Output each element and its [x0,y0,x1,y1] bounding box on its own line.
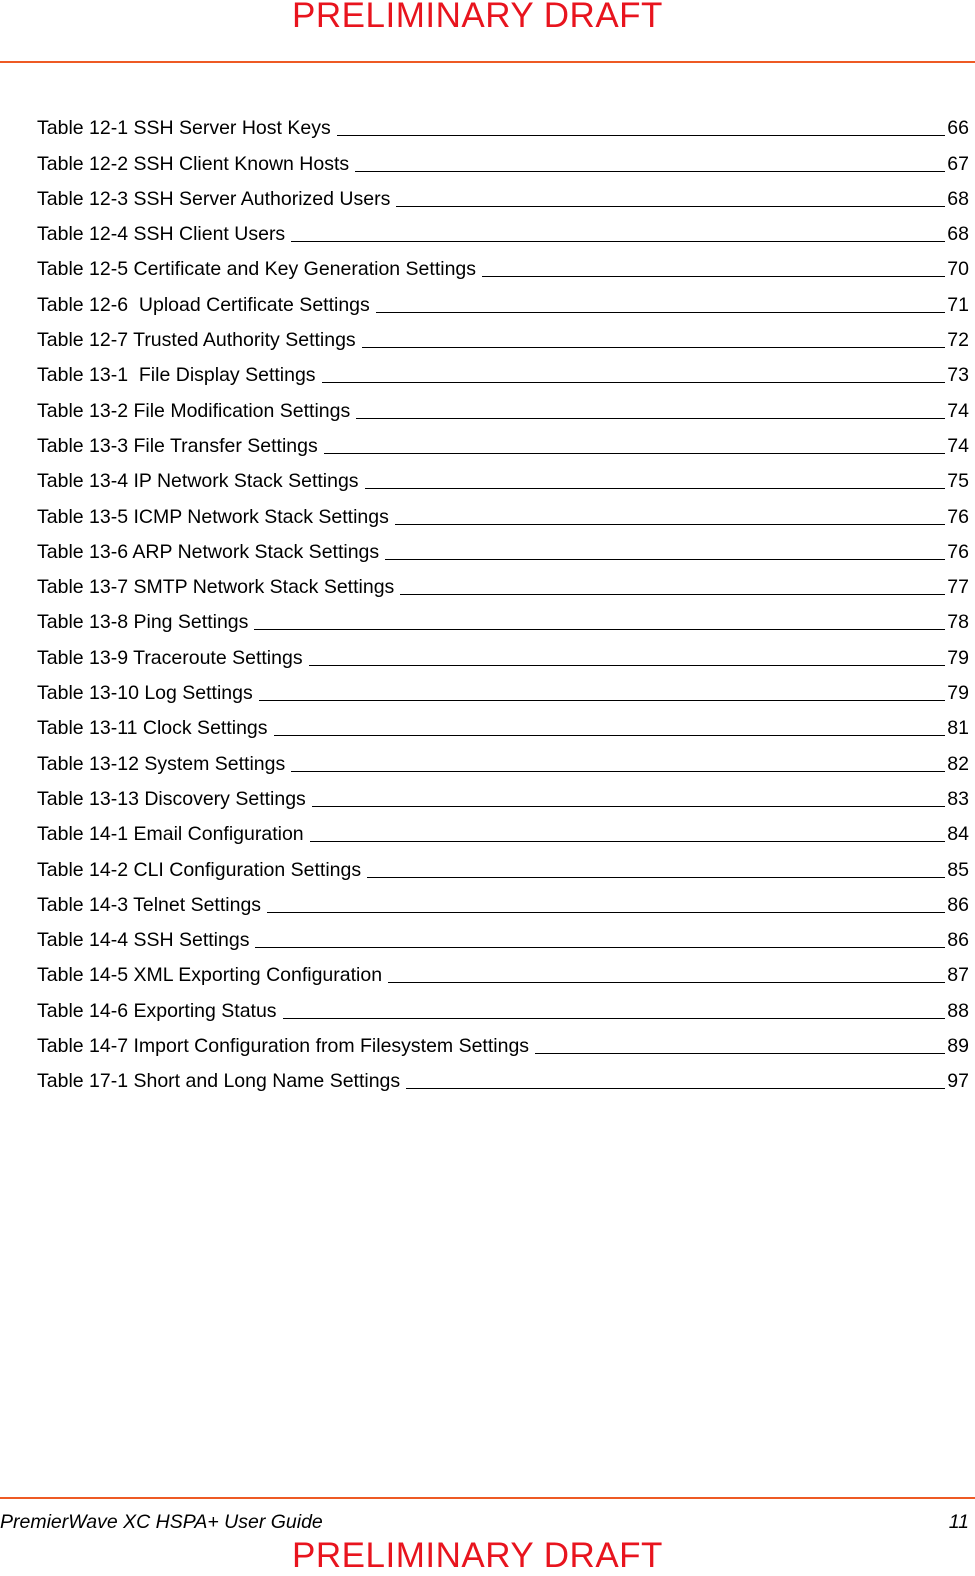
toc-entry[interactable] [37,669,969,704]
toc-entry-title: Table 13-13 Discovery Settings [37,787,306,810]
toc-leader-line [255,947,945,948]
toc-entry-title: Table 14-7 Import Configuration from Filesystem Settings [37,1035,530,1058]
toc-entry-title: Table 12-7 Trusted Authority Settings [37,329,356,352]
toc-leader-line [291,241,945,242]
toc-entry-page: 89 [947,1035,969,1058]
toc-entry[interactable] [37,986,969,1021]
toc-entry[interactable] [37,175,969,210]
toc-leader-line [322,382,946,383]
toc-leader-line [309,665,946,666]
toc-entry-page: 66 [947,117,969,140]
toc-entry-page: 74 [947,399,969,422]
toc-leader-line [337,135,946,136]
toc-entry-title: Table 14-3 Telnet Settings [37,893,262,916]
toc-entry-title: Table 17-1 Short and Long Name Settings [37,1070,401,1093]
toc-leader-line [400,594,945,595]
toc-entry[interactable] [37,528,969,563]
toc-entry-title: Table 14-2 CLI Configuration Settings [37,858,362,881]
toc-entry[interactable] [37,916,969,951]
toc-entry-page: 67 [947,152,969,175]
toc-entry-title: Table 12-4 SSH Client Users [37,223,286,246]
toc-entry[interactable] [37,739,969,774]
toc-entry-page: 76 [947,505,969,528]
toc-entry-title: Table 13-9 Traceroute Settings [37,646,303,669]
toc-entry[interactable] [37,775,969,810]
toc-entry-page: 78 [947,611,969,634]
footer-document-title: PremierWave XC HSPA+ User Guide [0,1511,323,1533]
toc-entry-page: 87 [947,964,969,987]
toc-leader-line [267,912,945,913]
toc-entry-title: Table 12-3 SSH Server Authorized Users [37,187,391,210]
toc-leader-line [395,524,945,525]
toc-entry[interactable] [37,316,969,351]
toc-entry[interactable] [37,810,969,845]
toc-entry[interactable] [37,881,969,916]
watermark-top: PRELIMINARY DRAFT [292,0,663,35]
toc-entry-page: 73 [947,364,969,387]
toc-entry-page: 75 [947,470,969,493]
toc-entry[interactable] [37,598,969,633]
toc-leader-line [254,629,945,630]
toc-entry-page: 68 [947,187,969,210]
toc-leader-line [535,1053,945,1054]
toc-entry-page: 76 [947,540,969,563]
toc-entry-page: 71 [947,293,969,316]
toc-entry-page: 81 [947,717,969,740]
toc-entry-page: 72 [947,329,969,352]
toc-entry-title: Table 13-12 System Settings [37,752,286,775]
toc-entry-page: 77 [947,576,969,599]
toc-entry-page: 85 [947,858,969,881]
toc-entry[interactable] [37,139,969,174]
toc-entry[interactable] [37,457,969,492]
toc-entry[interactable] [37,422,969,457]
toc-leader-line [396,206,945,207]
toc-leader-line [291,771,945,772]
toc-entry-title: Table 13-3 File Transfer Settings [37,434,318,457]
toc-entry-page: 84 [947,823,969,846]
toc-entry[interactable] [37,351,969,386]
toc-entry-page: 74 [947,434,969,457]
toc-entry-title: Table 13-1 File Display Settings [37,364,316,387]
toc-entry-title: Table 12-6 Upload Certificate Settings [37,293,370,316]
toc-entry-title: Table 14-6 Exporting Status [37,999,277,1022]
toc-entry[interactable] [37,845,969,880]
toc-leader-line [376,312,946,313]
toc-entry-title: Table 13-8 Ping Settings [37,611,249,634]
toc-entry-page: 82 [947,752,969,775]
toc-entry-page: 86 [947,929,969,952]
toc-leader-line [355,171,945,172]
toc-entry-title: Table 13-11 Clock Settings [37,717,268,740]
toc-leader-line [362,347,946,348]
toc-entry[interactable] [37,104,969,139]
toc-leader-line [385,559,945,560]
toc-leader-line [388,982,945,983]
toc-leader-line [259,700,946,701]
toc-entry[interactable] [37,704,969,739]
toc-entry-title: Table 14-1 Email Configuration [37,823,304,846]
toc-entry[interactable] [37,1057,969,1092]
toc-entry-title: Table 13-4 IP Network Stack Settings [37,470,359,493]
toc-leader-line [283,1018,946,1019]
toc-leader-line [365,488,946,489]
toc-entry[interactable] [37,1022,969,1057]
toc-entry-page: 68 [947,223,969,246]
toc-leader-line [310,841,946,842]
toc-entry-page: 70 [947,258,969,281]
toc-entry-title: Table 13-6 ARP Network Stack Settings [37,540,380,563]
toc-entry-title: Table 12-1 SSH Server Host Keys [37,117,331,140]
toc-entry[interactable] [37,563,969,598]
watermark-bottom: PRELIMINARY DRAFT [292,1536,663,1575]
toc-leader-line [367,877,945,878]
toc-leader-line [356,418,945,419]
toc-entry-title: Table 13-10 Log Settings [37,682,253,705]
toc-entry-title: Table 13-7 SMTP Network Stack Settings [37,576,395,599]
toc-entry[interactable] [37,210,969,245]
toc-leader-line [482,276,945,277]
toc-entry-page: 88 [947,999,969,1022]
toc-leader-line [324,453,946,454]
toc-entry-title: Table 12-5 Certificate and Key Generation Settings [37,258,477,281]
header-rule [0,61,975,63]
toc-entry[interactable] [37,280,969,315]
toc-entry-page: 79 [947,646,969,669]
toc-entry-title: Table 13-5 ICMP Network Stack Settings [37,505,389,528]
toc-entry[interactable] [37,492,969,527]
toc-entry[interactable] [37,386,969,421]
toc-entry-title: Table 14-5 XML Exporting Configuration [37,964,383,987]
toc-entry[interactable] [37,633,969,668]
list-of-tables [37,104,969,1092]
toc-entry-title: Table 13-2 File Modification Settings [37,399,351,422]
toc-entry-page: 83 [947,787,969,810]
toc-entry-page: 97 [947,1070,969,1093]
toc-leader-line [406,1088,945,1089]
toc-leader-line [312,806,945,807]
toc-entry-page: 86 [947,893,969,916]
toc-leader-line [274,735,946,736]
footer-page-number: 11 [948,1511,969,1533]
toc-entry-title: Table 14-4 SSH Settings [37,929,250,952]
toc-entry[interactable] [37,951,969,986]
toc-entry-title: Table 12-2 SSH Client Known Hosts [37,152,350,175]
footer-rule [0,1497,975,1499]
toc-entry[interactable] [37,245,969,280]
toc-entry-page: 79 [947,682,969,705]
